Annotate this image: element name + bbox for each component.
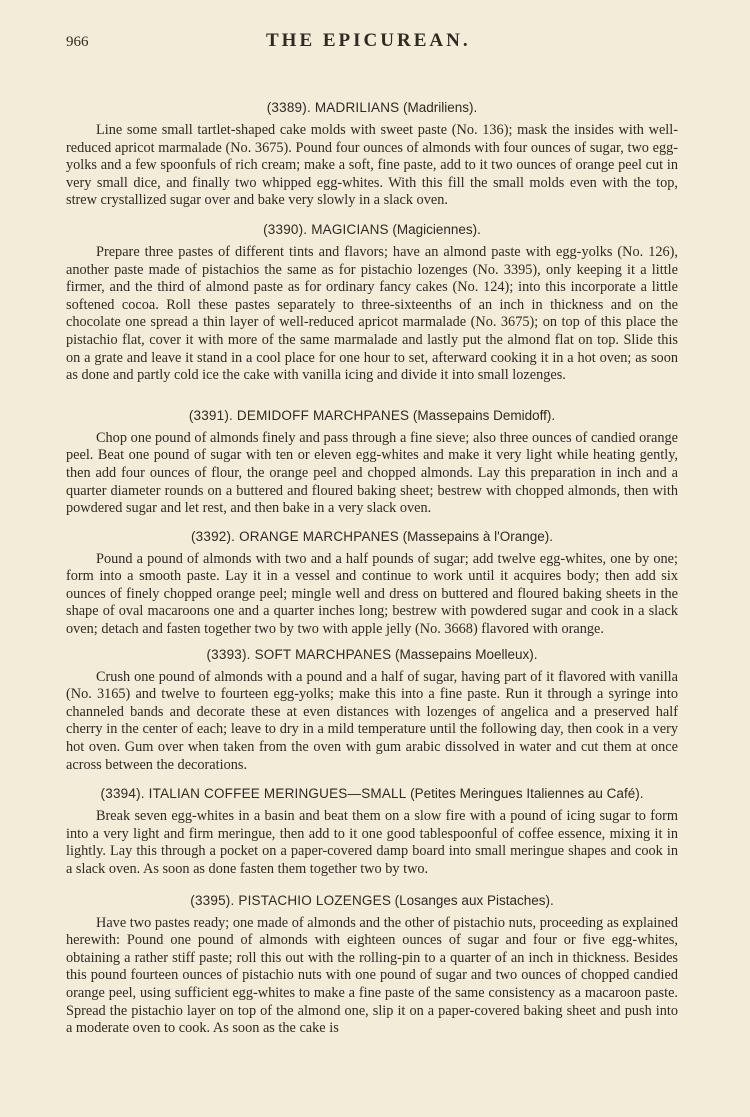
- recipe-heading: [66, 527, 678, 547]
- recipe-text: Break seven egg-whites in a basin and beat them on a slow fire with a pound of icing sugar to form into a very light and firm meringue, then add to it one good tablespoonful of coffee essence, mixing it in lightly. Lay this through a pocket on a paper-covered damp board into small meringue shapes and cook in a slack oven. As soon as done fasten them together two by two.: [66, 808, 678, 877]
- recipe-title: (3393). SOFT MARCHPANES: [206, 646, 392, 662]
- recipe-text: Crush one pound of almonds with a pound and a half of sugar, having part of it flavored with vanilla (No. 3165) and twelve to fourteen egg-yolks; make this into a fine paste. Run it through a syringe into channeled bands and decorate these at even distances with lozenges of angelica and a preserved half cherry in the center of each; leave to dry in a mild temperature until the following day, then cook in a very hot oven. Gum over when taken from the oven with gum arabic dissolved in water and cut them at once across between the decorations.: [66, 668, 678, 773]
- running-head: [66, 30, 678, 60]
- recipe-french-title: (Massepains Demidoff).: [412, 407, 556, 423]
- recipe-3393: [66, 645, 678, 775]
- recipe-3390: [66, 220, 678, 385]
- recipe-3392: [66, 527, 678, 639]
- recipe-heading: [66, 645, 678, 665]
- recipe-3391: [66, 406, 678, 518]
- recipe-heading: [66, 406, 678, 426]
- page-number: 966: [66, 34, 89, 50]
- recipe-text: Prepare three pastes of different tints and flavors; have an almond paste with egg-yolks (No. 126), another paste made of pistachios the same as for pistachio lozenges (No. 3395), only keeping it a little firmer, and the third of almond paste as for ordinary fancy cakes (No. 124); into this incorporate a little softened cocoa. Roll these pastes separately to three-sixteenths of an inch in thickness and on the chocolate one spread a thin layer of well-reduced apricot marmalade (No. 3675); on top of this place the pistachio flat, cover it with more of the same marmalade and lastly put the almond flat on top. Slide this on a grate and leave it stand in a cool place for one hour to set, afterward cooking it in a hot oven; as soon as done and partly cold ice the cake with vanilla icing and divide it into small lozenges.: [66, 243, 678, 384]
- recipe-title: (3390). MAGICIANS: [263, 221, 389, 237]
- running-title: THE EPICUREAN.: [266, 30, 471, 51]
- recipe-3389: [66, 98, 678, 210]
- recipe-title: (3395). PISTACHIO LOZENGES: [190, 892, 392, 908]
- recipe-title: (3394). ITALIAN COFFEE MERINGUES—SMALL: [100, 786, 407, 802]
- recipe-3394: [66, 784, 678, 878]
- recipe-title: (3392). ORANGE MARCHPANES: [190, 528, 400, 544]
- recipe-heading: [66, 98, 678, 118]
- recipe-heading: [66, 220, 678, 240]
- recipe-text: Line some small tartlet-shaped cake molds with sweet paste (No. 136); mask the insides with well-reduced apricot marmalade (No. 3675). Pound four ounces of almonds with four ounces of sugar, two egg-yolks and a few spoonfuls of rich cream; make a soft, fine paste, add to it two ounces of orange peel cut in very small dice, and finally two whipped egg-whites. With this fill the small molds even with the top, strew crystallized sugar over and bake very slowly in a slack oven.: [66, 122, 678, 209]
- recipe-title: (3389). MADRILIANS: [266, 100, 400, 115]
- recipe-french-title: (Magiciennes).: [392, 221, 481, 237]
- recipe-text: Pound a pound of almonds with two and a half pounds of sugar; add twelve egg-whites, one by one; form into a smooth paste. Lay it in a vessel and continue to work until it acquires body; then add six ounces of finely chopped orange peel; mingle well and dress on buttered and floured baking sheets in the shape of oval macaroons one and a quarter inches long; bestrew with powdered sugar and cook in a slack oven; detach and fasten together two by two with apple jelly (No. 3668) flavored with orange.: [66, 550, 678, 638]
- recipe-heading: [66, 891, 678, 911]
- recipe-french-title: (Petites Meringues Italiennes au Café).: [410, 786, 644, 802]
- recipe-text: Chop one pound of almonds finely and pass through a fine sieve; also three ounces of candied orange peel. Beat one pound of sugar with ten or eleven egg-whites and make it very light while heating gently, then add four ounces of flour, the orange peel and chopped almonds. Lay this preparation in inch and a quarter diameter rounds on a buttered and floured baking sheet; bestrew with chopped almonds, then with powdered sugar and let rest, and then bake in a very slack oven.: [66, 429, 678, 517]
- recipe-3395: [66, 891, 678, 1038]
- recipe-text: Have two pastes ready; one made of almonds and the other of pistachio nuts, proceeding as explained herewith: Pound one pound of almonds with eighteen ounces of sugar and four or five egg-whites, obtaining a rather stiff paste; roll this out with the rolling-pin to a quarter of an inch in thickness. Besides this pound fourteen ounces of pistachio nuts with one pound of sugar and two ounces of chopped candied orange peel, using sufficient egg-whites to make a fine paste of the same consistency as a macaroon paste. Spread the pistachio layer on top of the almond one, slip it on a paper-covered baking sheet and push into a moderate oven to cook. As soon as the cake is: [66, 914, 678, 1037]
- recipe-french-title: (Massepains à l'Orange).: [402, 528, 554, 544]
- recipe-title: (3391). DEMIDOFF MARCHPANES: [188, 407, 410, 423]
- recipe-french-title: (Massepains Moelleux).: [394, 646, 538, 662]
- recipe-french-title: (Losanges aux Pistaches).: [394, 892, 554, 908]
- recipe-french-title: (Madriliens).: [403, 100, 478, 115]
- recipe-heading: [66, 784, 678, 804]
